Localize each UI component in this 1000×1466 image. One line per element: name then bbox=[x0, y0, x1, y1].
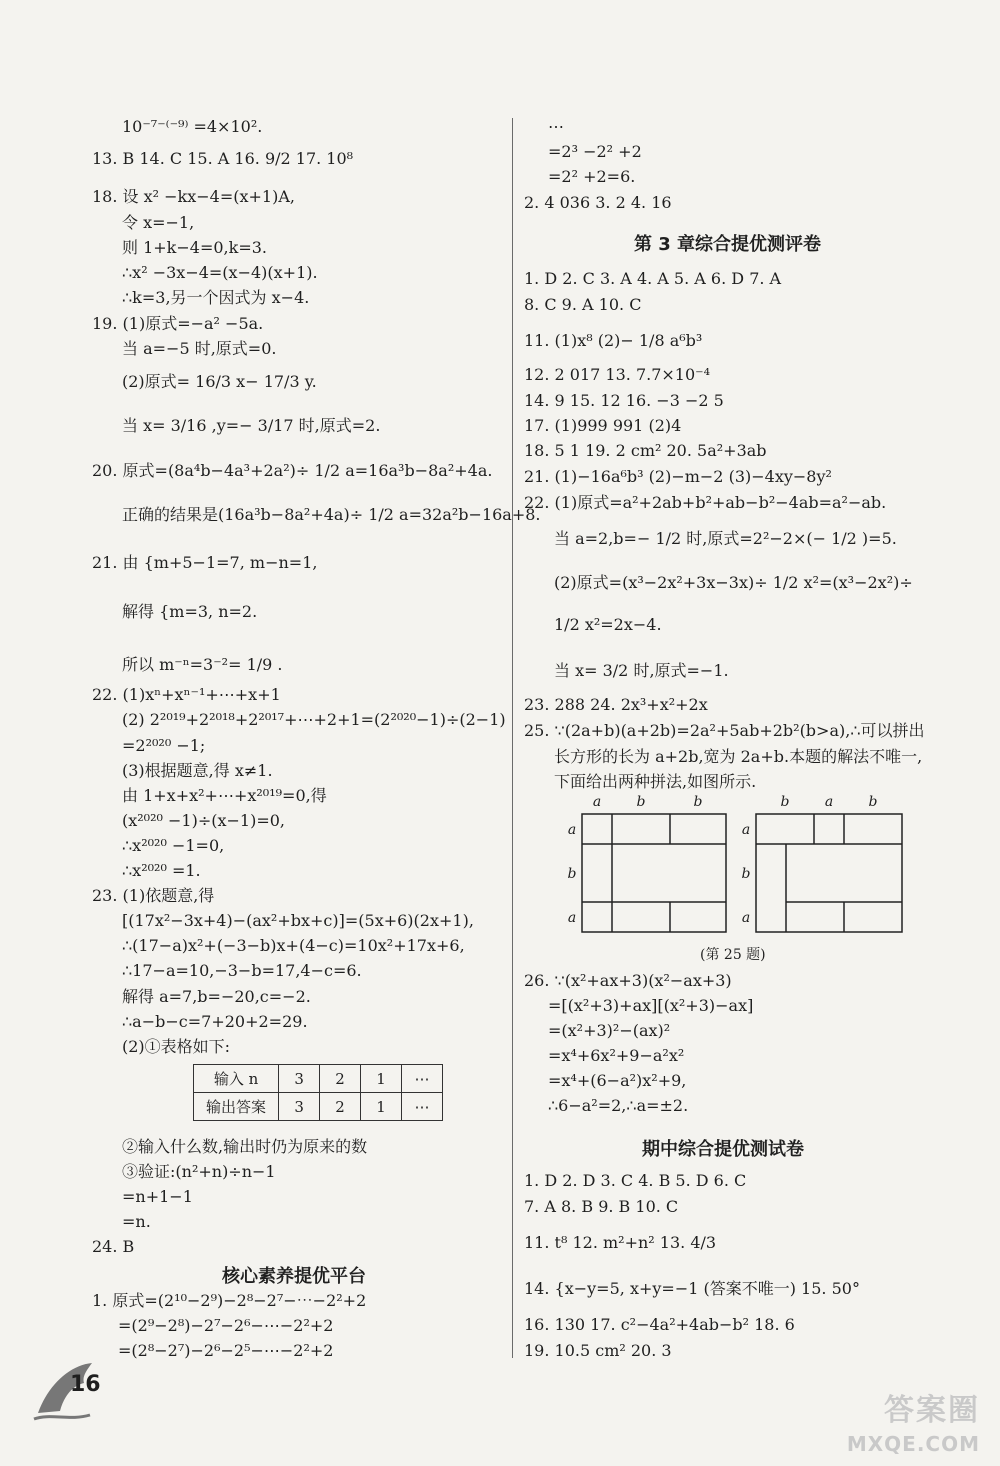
answer-line: 当 a=−5 时,原式=0. bbox=[122, 339, 277, 358]
answer-line: 1/2 x²=2x−4. bbox=[554, 615, 662, 634]
table-cell: 输入 n bbox=[194, 1065, 279, 1093]
answer-line: ∴a−b−c=7+20+2=29. bbox=[122, 1012, 308, 1031]
answer-line: 则 1+k−4=0,k=3. bbox=[122, 238, 267, 257]
problem-25-figure bbox=[560, 792, 920, 942]
answer-line: =x⁴+6x²+9−a²x² bbox=[548, 1046, 685, 1065]
answer-line: 21. 由 {m+5−1=7, m−n=1, bbox=[92, 553, 318, 572]
table-cell: 2 bbox=[320, 1093, 361, 1121]
answer-line: 20. 原式=(8a⁴b−4a³+2a²)÷ 1/2 a=16a³b−8a²+4a. bbox=[92, 461, 493, 480]
answer-line: 解得 {m=3, n=2. bbox=[122, 602, 258, 621]
answer-line: =2³ −2² +2 bbox=[548, 142, 642, 161]
table-cell: ⋯ bbox=[402, 1065, 443, 1093]
answer-line: 17. (1)999 991 (2)4 bbox=[524, 416, 682, 435]
answer-line: 令 x=−1, bbox=[122, 213, 195, 232]
watermark-url: MXQE.COM bbox=[846, 1432, 980, 1456]
io-table bbox=[193, 1064, 443, 1121]
answer-line: (3)根据题意,得 x≠1. bbox=[122, 761, 273, 780]
answer-line: (2)①表格如下: bbox=[122, 1037, 231, 1056]
answer-line: ∴17−a=10,−3−b=17,4−c=6. bbox=[122, 961, 362, 980]
answer-line: =(2⁸−2⁷)−2⁶−2⁵−⋯−2²+2 bbox=[118, 1341, 334, 1360]
answer-line: ②输入什么数,输出时仍为原来的数 bbox=[122, 1137, 368, 1156]
answer-line: ⋯ bbox=[548, 117, 564, 136]
answer-line: =n+1−1 bbox=[122, 1187, 193, 1206]
figure-label: b bbox=[636, 794, 646, 810]
answer-line: 下面给出两种拼法,如图所示. bbox=[554, 772, 757, 791]
table-cell: 1 bbox=[361, 1065, 402, 1093]
table-cell: 2 bbox=[320, 1065, 361, 1093]
answer-line: 22. (1)原式=a²+2ab+b²+ab−b²−4ab=a²−ab. bbox=[524, 493, 887, 512]
answer-line: ∴k=3,另一个因式为 x−4. bbox=[122, 288, 310, 307]
answer-line: 当 x= 3/16 ,y=− 3/17 时,原式=2. bbox=[122, 416, 381, 435]
answer-line: 19. (1)原式=−a² −5a. bbox=[92, 314, 264, 333]
answer-line: ∴6−a²=2,∴a=±2. bbox=[548, 1096, 689, 1115]
answer-line: 1. D 2. C 3. A 4. A 5. A 6. D 7. A bbox=[524, 269, 782, 288]
table-cell: 3 bbox=[279, 1093, 320, 1121]
answer-line: (2)原式=(x³−2x²+3x−3x)÷ 1/2 x²=(x³−2x²)÷ bbox=[554, 573, 913, 592]
answer-line: =2² +2=6. bbox=[548, 167, 636, 186]
answer-line: 当 a=2,b=− 1/2 时,原式=2²−2×(− 1/2 )=5. bbox=[554, 529, 897, 548]
page-number: 16 bbox=[70, 1372, 101, 1397]
answer-line: 21. (1)−16a⁶b³ (2)−m−2 (3)−4xy−8y² bbox=[524, 467, 832, 486]
answer-line: (2) 2²⁰¹⁹+2²⁰¹⁸+2²⁰¹⁷+⋯+2+1=(2²⁰²⁰−1)÷(2−1) bbox=[122, 710, 506, 729]
answer-line: 24. B bbox=[92, 1237, 135, 1256]
table-cell: ⋯ bbox=[402, 1093, 443, 1121]
figure-label: a bbox=[741, 822, 751, 838]
figure-label: a bbox=[592, 794, 602, 810]
answer-line: 2. 4 036 3. 2 4. 16 bbox=[524, 193, 672, 212]
figure-label: b bbox=[741, 866, 751, 882]
section-title: 核心素养提优平台 bbox=[222, 1266, 366, 1287]
figure-label: b bbox=[567, 866, 577, 882]
answer-line: =x⁴+(6−a²)x²+9, bbox=[548, 1071, 687, 1090]
table-row bbox=[194, 1065, 443, 1093]
answer-line: ∴x²⁰²⁰ −1=0, bbox=[122, 836, 225, 855]
answer-line: =[(x²+3)+ax][(x²+3)−ax] bbox=[548, 996, 754, 1015]
answer-line: 18. 5 1 19. 2 cm² 20. 5a²+3ab bbox=[524, 441, 767, 460]
answer-line: =(x²+3)²−(ax)² bbox=[548, 1021, 671, 1040]
answer-line: 解得 a=7,b=−20,c=−2. bbox=[122, 987, 311, 1006]
answer-line: 1. D 2. D 3. C 4. B 5. D 6. C bbox=[524, 1171, 747, 1190]
figure-label: b bbox=[693, 794, 703, 810]
watermark-logo: 答案圈 bbox=[884, 1393, 980, 1428]
answer-line: 16. 130 17. c²−4a²+4ab−b² 18. 6 bbox=[524, 1315, 795, 1334]
table-cell: 输出答案 bbox=[194, 1093, 279, 1121]
figure-label: a bbox=[741, 910, 751, 926]
figure-left-rectangle bbox=[582, 814, 726, 932]
column-divider bbox=[512, 118, 513, 1358]
figure-caption: (第 25 题) bbox=[700, 947, 766, 963]
answer-line: 23. (1)依题意,得 bbox=[92, 886, 215, 905]
answer-line: [(17x²−3x+4)−(ax²+bx+c)]=(5x+6)(2x+1), bbox=[122, 911, 474, 930]
answer-line: 当 x= 3/2 时,原式=−1. bbox=[554, 661, 729, 680]
figure-right-rectangle bbox=[756, 814, 902, 932]
answer-line: 正确的结果是(16a³b−8a²+4a)÷ 1/2 a=32a²b−16a+8. bbox=[122, 505, 541, 524]
answer-line: =n. bbox=[122, 1212, 151, 1231]
answer-line: ③验证:(n²+n)÷n−1 bbox=[122, 1162, 276, 1181]
answer-line: (2)原式= 16/3 x− 17/3 y. bbox=[122, 372, 317, 391]
answer-line: 由 1+x+x²+⋯+x²⁰¹⁹=0,得 bbox=[122, 786, 327, 805]
answer-line: 26. ∵(x²+ax+3)(x²−ax+3) bbox=[524, 971, 732, 990]
figure-label: b bbox=[780, 794, 790, 810]
section-title: 第 3 章综合提优测评卷 bbox=[634, 234, 822, 255]
answer-line: 8. C 9. A 10. C bbox=[524, 295, 642, 314]
answer-line: 14. 9 15. 12 16. −3 −2 5 bbox=[524, 391, 724, 410]
answer-line: 14. {x−y=5, x+y=−1 (答案不唯一) 15. 50° bbox=[524, 1279, 860, 1298]
table-cell: 3 bbox=[279, 1065, 320, 1093]
answer-line: 1. 原式=(2¹⁰−2⁹)−2⁸−2⁷−⋯−2²+2 bbox=[92, 1291, 367, 1310]
answer-line: 18. 设 x² −kx−4=(x+1)A, bbox=[92, 187, 295, 206]
answer-line: 11. t⁸ 12. m²+n² 13. 4/3 bbox=[524, 1233, 717, 1252]
answer-line: =(2⁹−2⁸)−2⁷−2⁶−⋯−2²+2 bbox=[118, 1316, 334, 1335]
answer-line: ∴(17−a)x²+(−3−b)x+(4−c)=10x²+17x+6, bbox=[122, 936, 465, 955]
table-cell: 1 bbox=[361, 1093, 402, 1121]
answer-line: ∴x² −3x−4=(x−4)(x+1). bbox=[122, 263, 318, 282]
answer-line: 10⁻⁷⁻⁽⁻⁹⁾ =4×10². bbox=[122, 117, 263, 136]
figure-label: a bbox=[824, 794, 834, 810]
answer-line: 23. 288 24. 2x³+x²+2x bbox=[524, 695, 708, 714]
answer-line: 13. B 14. C 15. A 16. 9/2 17. 10⁸ bbox=[92, 149, 354, 168]
answer-line: 所以 m⁻ⁿ=3⁻²= 1/9 . bbox=[122, 655, 283, 674]
figure-label: a bbox=[567, 910, 577, 926]
section-title: 期中综合提优测试卷 bbox=[642, 1139, 804, 1160]
answer-line: =2²⁰²⁰ −1; bbox=[122, 736, 206, 755]
answer-line: ∴x²⁰²⁰ =1. bbox=[122, 861, 201, 880]
answer-line: 11. (1)x⁸ (2)− 1/8 a⁶b³ bbox=[524, 331, 703, 350]
answer-line: 19. 10.5 cm² 20. 3 bbox=[524, 1341, 672, 1360]
figure-label: b bbox=[868, 794, 878, 810]
answer-line: 12. 2 017 13. 7.7×10⁻⁴ bbox=[524, 365, 711, 384]
answer-line: (x²⁰²⁰ −1)÷(x−1)=0, bbox=[122, 811, 286, 830]
answer-line: 25. ∵(2a+b)(a+2b)=2a²+5ab+2b²(b>a),∴可以拼出 bbox=[524, 721, 925, 740]
answer-line: 7. A 8. B 9. B 10. C bbox=[524, 1197, 679, 1216]
answer-line: 长方形的长为 a+2b,宽为 2a+b.本题的解法不唯一, bbox=[554, 747, 923, 766]
figure-label: a bbox=[567, 822, 577, 838]
answer-line: 22. (1)xⁿ+xⁿ⁻¹+⋯+x+1 bbox=[92, 685, 281, 704]
table-row bbox=[194, 1093, 443, 1121]
